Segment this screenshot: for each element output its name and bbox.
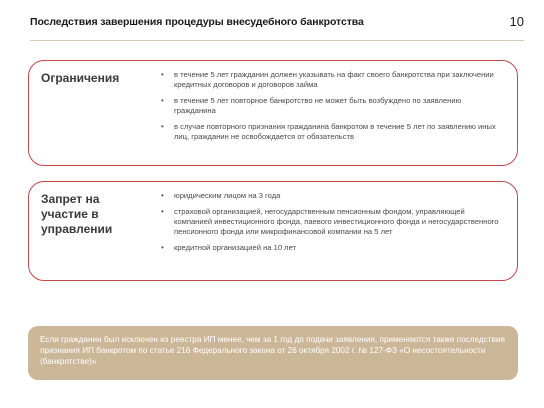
restrictions-heading: Ограничения (41, 71, 120, 85)
header-divider (30, 40, 524, 41)
bullet-icon: • (161, 96, 164, 105)
bullet-icon: • (161, 243, 164, 252)
restrictions-list (159, 70, 503, 148)
list-item: • кредитной организацией на 10 лет (161, 243, 297, 252)
bullet-icon: • (161, 191, 164, 200)
bullet-icon: • (161, 122, 164, 131)
list-item: • в течение 5 лет гражданин должен указывать на факт своего банкротства при заключении кредитных договоров и договоров займа (161, 70, 494, 89)
management-ban-heading: Запрет на участие в управлении (41, 192, 113, 236)
bullet-icon: • (161, 207, 164, 216)
page-number: 10 (509, 14, 524, 29)
list-item: • в течение 5 лет повторное банкротство не может быть возбуждено по заявлению гражданина (161, 96, 462, 115)
list-item: • в случае повторного признания гражданина банкротом в течение 5 лет по заявлению иных лиц, гражданин не освобождается от обязательств (161, 122, 496, 141)
list-item: • страховой организацией, негосударственным пенсионным фондом, управляющей компанией инвестиционного фонда, паевого инвестиционного фонда и негосударственного пенсионного фонда или микрофинансовой компании на 5 лет (161, 207, 499, 236)
management-ban-list (159, 191, 503, 259)
management-ban-card (28, 181, 518, 281)
bullet-icon: • (161, 70, 164, 79)
note-box: Если гражданин был исключен из реестра ИП менее, чем за 1 год до подачи заявления, применяются также последствия признания ИП банкротом по статье 216 Федерального закона от 26 октября 2002 г. № 127-ФЗ «О несостоятельности (банкротстве)» (28, 326, 518, 380)
list-item: • юридическим лицом на 3 года (161, 191, 281, 200)
restrictions-card (28, 60, 518, 166)
slide-title: Последствия завершения процедуры внесудебного банкротства (30, 16, 364, 28)
